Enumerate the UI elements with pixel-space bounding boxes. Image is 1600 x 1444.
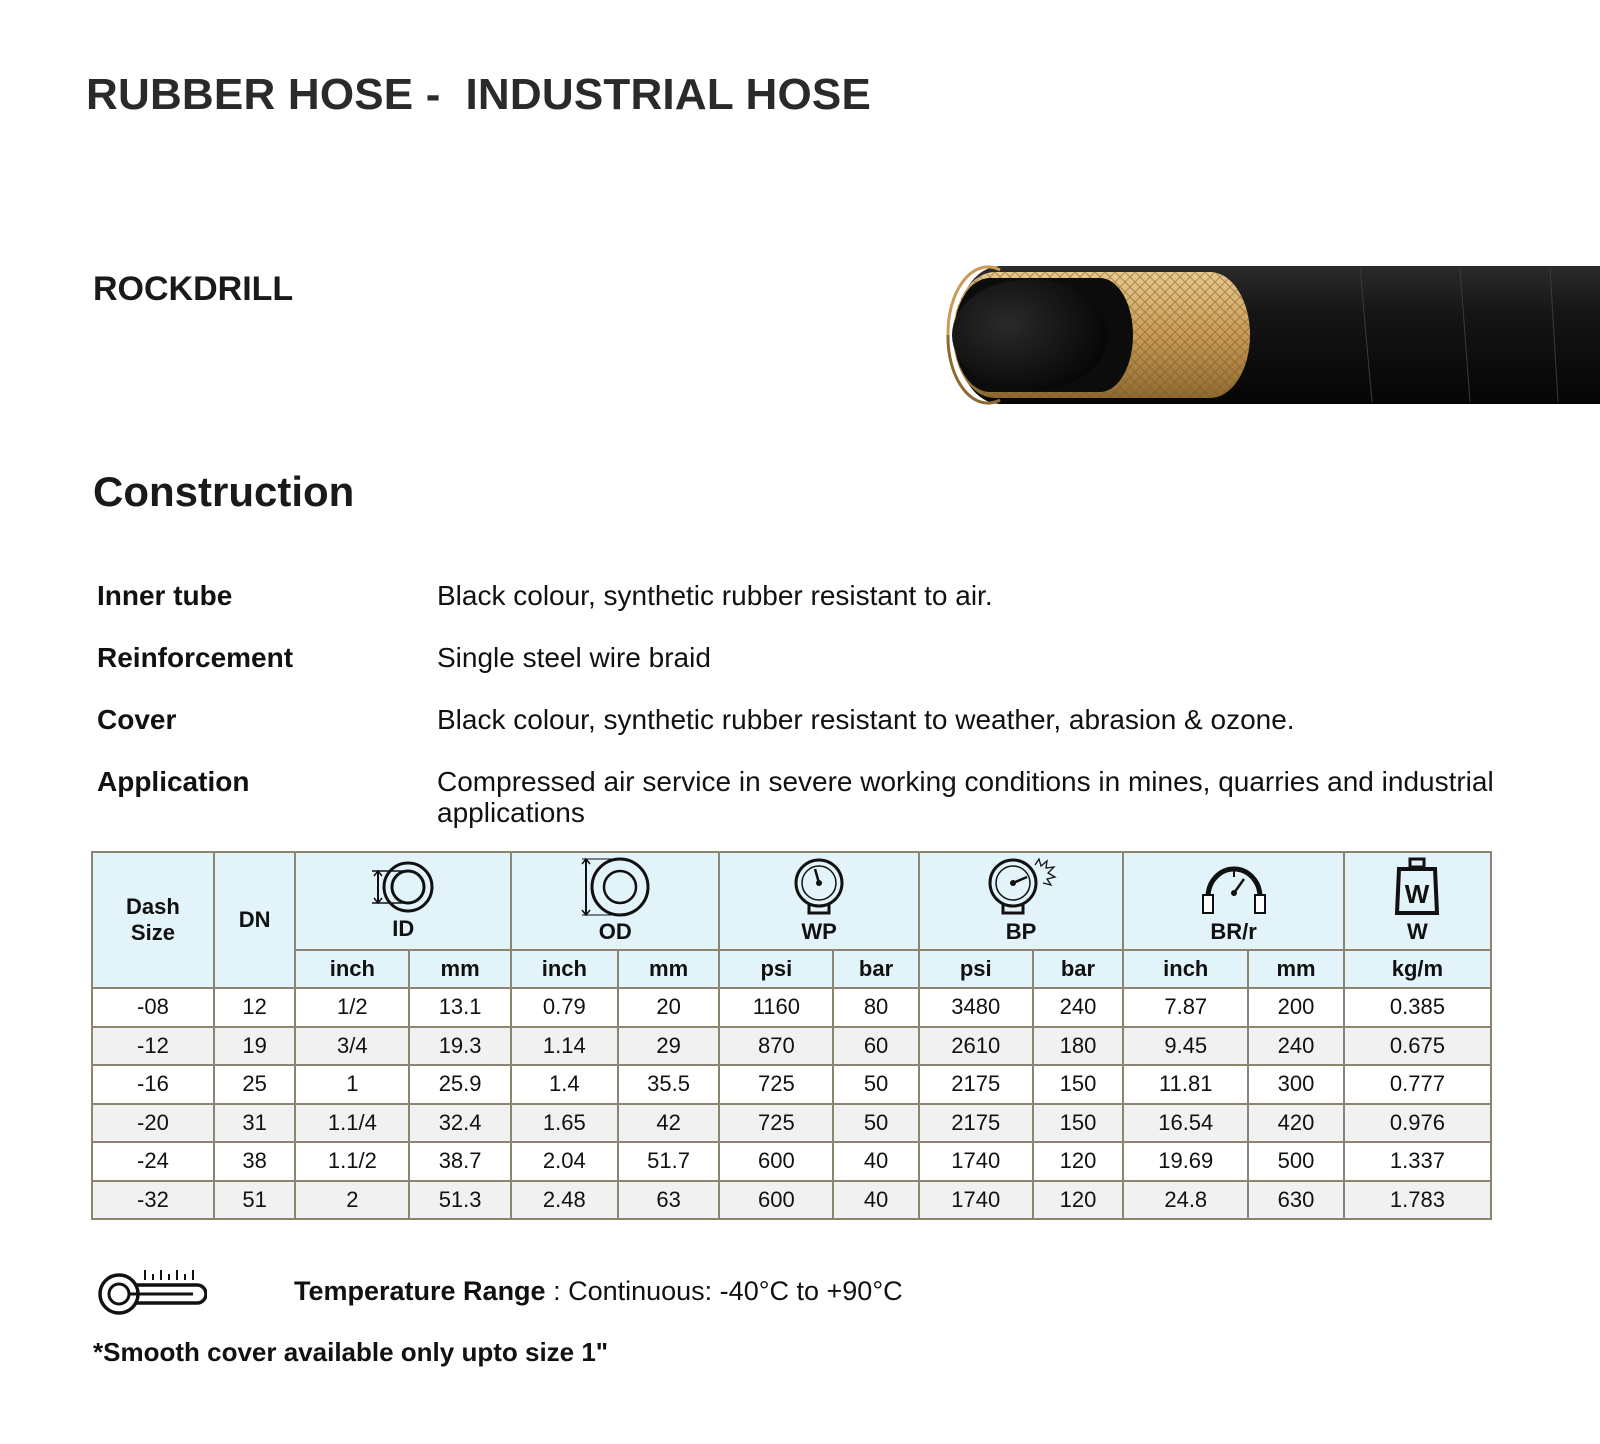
table-cell: 2175 (919, 1065, 1033, 1104)
table-cell: -20 (92, 1104, 214, 1143)
header-wp-label: WP (801, 919, 837, 944)
unit-header: inch (511, 950, 618, 988)
table-cell: 200 (1248, 988, 1344, 1027)
table-cell: 300 (1248, 1065, 1344, 1104)
table-cell: 12 (214, 988, 296, 1027)
unit-header: psi (719, 950, 833, 988)
temperature-range (294, 1276, 903, 1307)
header-od-label: OD (598, 919, 632, 944)
pressure-gauge-icon (791, 857, 847, 917)
header-brr (1123, 852, 1344, 950)
table-cell: 1.14 (511, 1027, 618, 1066)
table-cell: 51.3 (409, 1181, 511, 1220)
table-cell: 50 (833, 1065, 919, 1104)
temperature-label: Temperature Range (294, 1276, 546, 1306)
spec-label: Cover (97, 704, 177, 735)
table-cell: 38.7 (409, 1142, 511, 1181)
table-row (92, 1065, 1491, 1104)
spec-label: Inner tube (97, 580, 233, 611)
table-cell: 63 (618, 1181, 720, 1220)
table-cell: -24 (92, 1142, 214, 1181)
table-cell: 1740 (919, 1142, 1033, 1181)
header-w-label: W (1407, 919, 1428, 944)
table-cell: 120 (1033, 1181, 1124, 1220)
table-cell: 3480 (919, 988, 1033, 1027)
table-cell: 2610 (919, 1027, 1033, 1066)
weight-icon (1393, 857, 1441, 917)
header-id (295, 852, 511, 950)
table-cell: 0.976 (1344, 1104, 1491, 1143)
header-bp-label: BP (1005, 919, 1037, 944)
header-id-label: ID (392, 916, 415, 941)
table-cell: 0.777 (1344, 1065, 1491, 1104)
table-cell: 240 (1033, 988, 1124, 1027)
table-cell: 180 (1033, 1027, 1124, 1066)
table-cell: 13.1 (409, 988, 511, 1027)
spec-label: Application (97, 766, 250, 797)
page-title: RUBBER HOSE - INDUSTRIAL HOSE (86, 70, 872, 119)
spec-value: Black colour, synthetic rubber resistant to air. (437, 580, 993, 611)
table-cell: -16 (92, 1065, 214, 1104)
table-row (92, 1142, 1491, 1181)
table-cell: 120 (1033, 1142, 1124, 1181)
svg-text:W: W (1405, 879, 1430, 909)
header-bp (919, 852, 1123, 950)
unit-header: inch (1123, 950, 1248, 988)
header-brr-label: BR/r (1210, 919, 1257, 944)
table-cell: 0.385 (1344, 988, 1491, 1027)
table-cell: 0.675 (1344, 1027, 1491, 1066)
table-cell: 40 (833, 1181, 919, 1220)
table-cell: 38 (214, 1142, 296, 1181)
table-cell: -08 (92, 988, 214, 1027)
spec-value: Black colour, synthetic rubber resistant to weather, abrasion & ozone. (437, 704, 1295, 735)
table-cell: -12 (92, 1027, 214, 1066)
header-w (1344, 852, 1491, 950)
table-cell: 1.65 (511, 1104, 618, 1143)
table-cell: 32.4 (409, 1104, 511, 1143)
table-cell: 3/4 (295, 1027, 409, 1066)
table-cell: 600 (719, 1142, 833, 1181)
table-cell: 240 (1248, 1027, 1344, 1066)
table-cell: 1.4 (511, 1065, 618, 1104)
table-cell: 150 (1033, 1104, 1124, 1143)
table-cell: 1.1/2 (295, 1142, 409, 1181)
table-cell: 80 (833, 988, 919, 1027)
table-cell: 2.48 (511, 1181, 618, 1220)
thermometer-icon (97, 1266, 207, 1316)
spec-label: Reinforcement (97, 642, 294, 673)
table-cell: 31 (214, 1104, 296, 1143)
header-dash-size-line1: Dash (126, 894, 180, 919)
table-cell: 2175 (919, 1104, 1033, 1143)
table-cell: 150 (1033, 1065, 1124, 1104)
unit-header: mm (1248, 950, 1344, 988)
unit-header: psi (919, 950, 1033, 988)
table-body (92, 988, 1491, 1219)
inner-diameter-icon (368, 860, 438, 914)
table-row (92, 1181, 1491, 1220)
table-cell: -32 (92, 1181, 214, 1220)
table-cell: 51 (214, 1181, 296, 1220)
table-cell: 500 (1248, 1142, 1344, 1181)
unit-header: mm (409, 950, 511, 988)
table-cell: 35.5 (618, 1065, 720, 1104)
unit-header: bar (833, 950, 919, 988)
table-cell: 1.337 (1344, 1142, 1491, 1181)
bend-radius-icon (1198, 857, 1270, 917)
table-cell: 60 (833, 1027, 919, 1066)
table-cell: 1740 (919, 1181, 1033, 1220)
unit-header: bar (1033, 950, 1124, 988)
burst-pressure-icon (985, 857, 1057, 917)
table-cell: 725 (719, 1065, 833, 1104)
table-cell: 1.783 (1344, 1181, 1491, 1220)
table-cell: 1.1/4 (295, 1104, 409, 1143)
table-cell: 19 (214, 1027, 296, 1066)
table-cell: 1160 (719, 988, 833, 1027)
table-cell: 11.81 (1123, 1065, 1248, 1104)
table-cell: 1 (295, 1065, 409, 1104)
table-cell: 42 (618, 1104, 720, 1143)
header-wp (719, 852, 918, 950)
temperature-value: : Continuous: -40°C to +90°C (545, 1276, 903, 1306)
table-row (92, 988, 1491, 1027)
spec-value: Compressed air service in severe working conditions in mines, quarries and industrial applications (437, 766, 1494, 828)
table-cell: 51.7 (618, 1142, 720, 1181)
header-od (511, 852, 719, 950)
table-cell: 16.54 (1123, 1104, 1248, 1143)
table-cell: 725 (719, 1104, 833, 1143)
table-cell: 25 (214, 1065, 296, 1104)
table-cell: 630 (1248, 1181, 1344, 1220)
table-cell: 7.87 (1123, 988, 1248, 1027)
table-cell: 25.9 (409, 1065, 511, 1104)
spec-value: Single steel wire braid (437, 642, 711, 673)
unit-header: inch (295, 950, 409, 988)
header-dash-size (92, 852, 214, 988)
product-name: ROCKDRILL (93, 270, 294, 308)
table-cell: 19.3 (409, 1027, 511, 1066)
table-cell: 29 (618, 1027, 720, 1066)
table-cell: 2 (295, 1181, 409, 1220)
footnote: *Smooth cover available only upto size 1" (93, 1337, 609, 1367)
specification-table (91, 851, 1492, 1220)
table-cell: 600 (719, 1181, 833, 1220)
table-cell: 9.45 (1123, 1027, 1248, 1066)
header-dn (214, 852, 296, 988)
table-cell: 420 (1248, 1104, 1344, 1143)
table-cell: 1/2 (295, 988, 409, 1027)
header-dash-size-line2: Size (130, 920, 175, 945)
construction-heading: Construction (93, 468, 355, 515)
outer-diameter-icon (580, 857, 650, 917)
table-cell: 50 (833, 1104, 919, 1143)
table-cell: 20 (618, 988, 720, 1027)
table-cell: 0.79 (511, 988, 618, 1027)
unit-header: kg/m (1344, 950, 1491, 988)
table-row (92, 1104, 1491, 1143)
table-cell: 40 (833, 1142, 919, 1181)
table-cell: 2.04 (511, 1142, 618, 1181)
header-dn-label: DN (238, 907, 271, 932)
table-cell: 24.8 (1123, 1181, 1248, 1220)
unit-header: mm (618, 950, 720, 988)
hose-illustration (940, 262, 1600, 408)
table-cell: 19.69 (1123, 1142, 1248, 1181)
table-row (92, 1027, 1491, 1066)
table-cell: 870 (719, 1027, 833, 1066)
